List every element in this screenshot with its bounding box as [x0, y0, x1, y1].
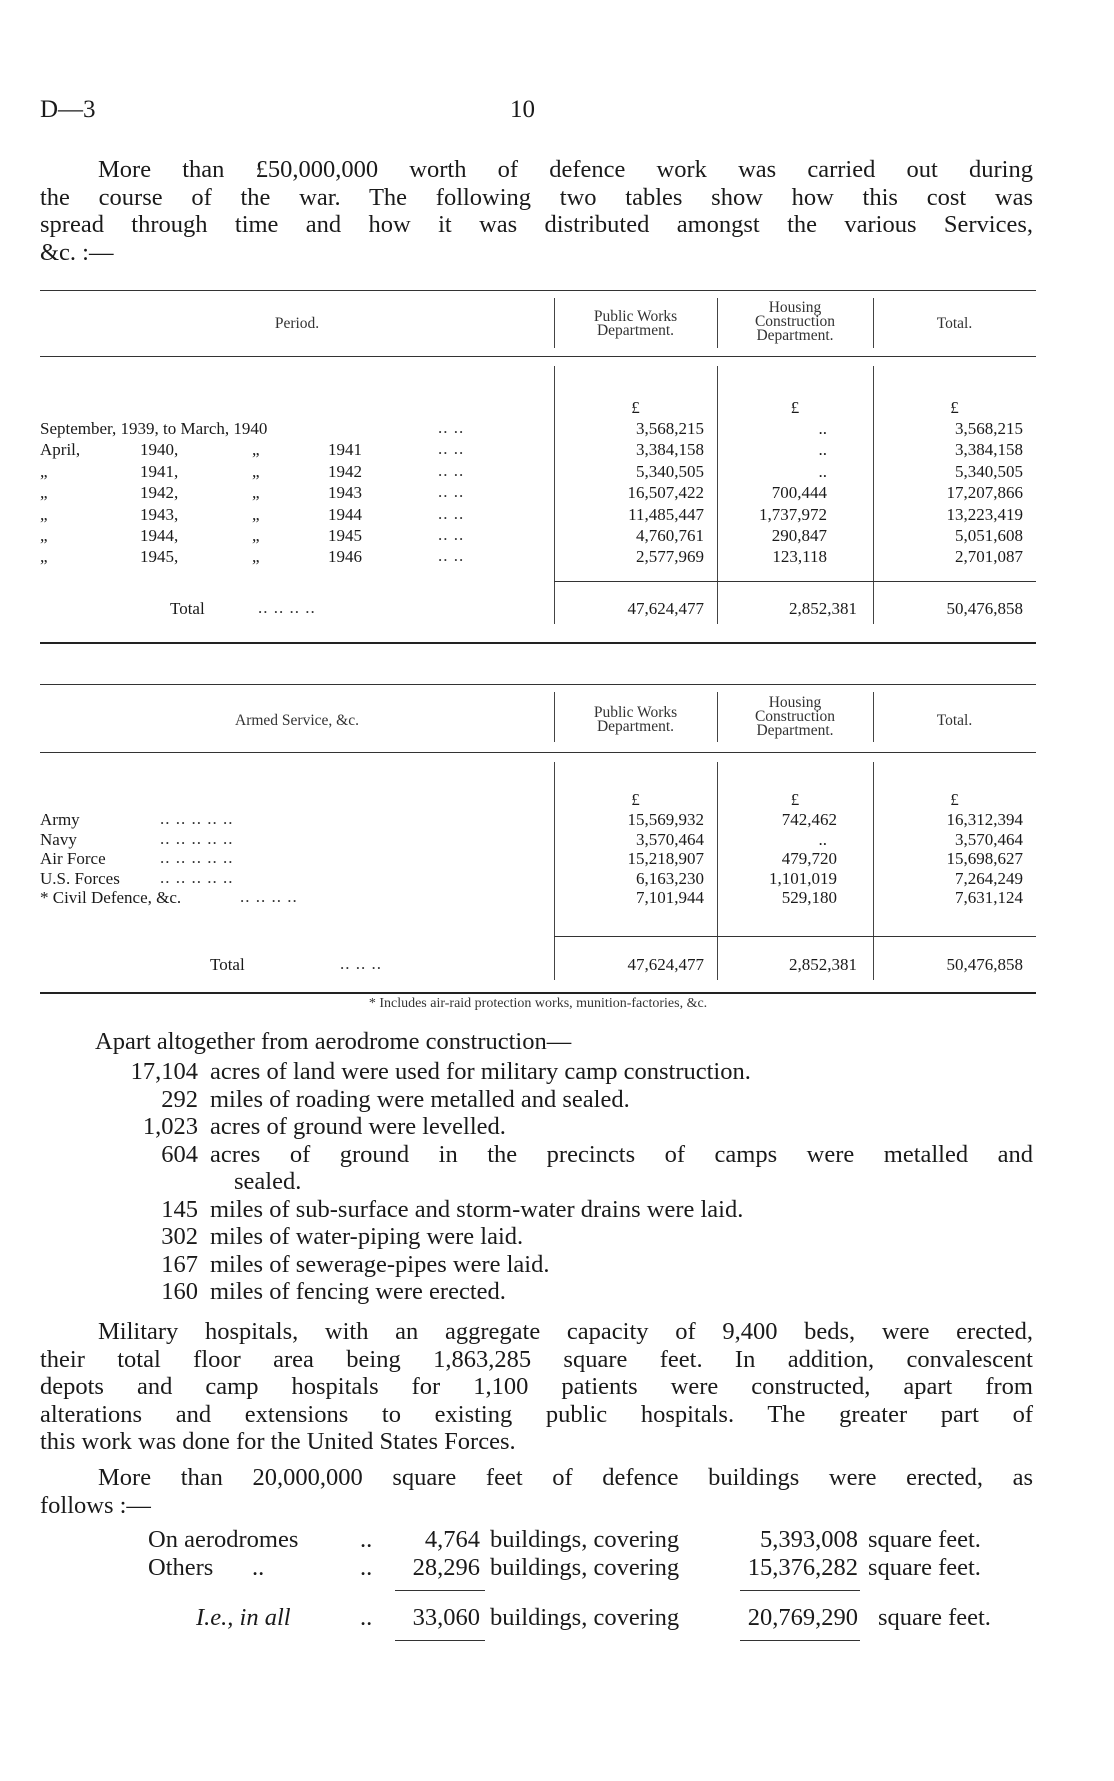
period-cell: „ [40, 526, 48, 545]
header-rule [40, 752, 1036, 753]
list-item-number: 302 [161, 1223, 198, 1250]
leader-dots: .. .. [438, 418, 465, 437]
total-total: 50,476,858 [946, 955, 1023, 974]
pwd-cell: 3,570,464 [636, 829, 704, 849]
pwd-cell: 2,577,969 [636, 547, 704, 567]
pwd-cell: 6,163,230 [636, 868, 704, 888]
leader-dots: .. .. .. .. .. [160, 809, 234, 828]
ditto-cell: „ [252, 547, 260, 567]
service-cell: Navy [40, 829, 77, 849]
hcd-cell: .. [818, 419, 827, 438]
pwd-cell: 11,485,447 [628, 504, 704, 524]
leader-dots: .. .. [438, 546, 465, 566]
buildings-total-label: I.e., in all [196, 1604, 291, 1631]
total-cell: 15,698,627 [946, 849, 1023, 869]
column-header-period: Period. [274, 315, 320, 332]
pwd-cell: 15,569,932 [627, 810, 704, 829]
period-year-cell: 1941, [140, 461, 179, 481]
paragraph-line: depots and camp hospitals for 1,100 patients were constructed, apart from [40, 1373, 1033, 1400]
period-end-cell: 1944 [328, 504, 362, 524]
period-end-cell: 1943 [328, 483, 362, 503]
total-cell: 5,340,505 [955, 461, 1023, 481]
hcd-cell: 700,444 [771, 483, 827, 503]
pwd-cell: 3,568,215 [636, 419, 704, 438]
paragraph-line: Military hospitals, with an aggregate capacity of 9,400 beds, were erected, [98, 1318, 1033, 1345]
paragraph-line: their total floor area being 1,863,285 square feet. In addition, convalescent [40, 1345, 1033, 1373]
currency-symbol: £ [950, 790, 959, 809]
list-item-text: miles of sewerage-pipes were laid. [210, 1250, 550, 1278]
service-cell: U.S. Forces [40, 868, 120, 888]
pwd-cell: 4,760,761 [636, 526, 704, 545]
table-bottom-rule [40, 642, 1036, 644]
column-header-total: Total. [936, 315, 973, 332]
buildings-row-count: 28,296 [412, 1554, 480, 1581]
total-cell: 3,570,464 [955, 829, 1023, 849]
buildings-row-label: On aerodromes [148, 1526, 299, 1553]
aerodrome-heading: Apart altogether from aerodrome construction— [95, 1028, 572, 1055]
intro-paragraph [40, 156, 1033, 266]
total-cell: 2,701,087 [955, 547, 1023, 567]
hcd-cell: .. [818, 440, 827, 460]
list-item-text: miles of water-piping were laid. [210, 1223, 524, 1250]
sum-rule [740, 1640, 860, 1641]
column-header-total: Total. [936, 712, 973, 729]
hcd-cell: 290,847 [771, 526, 827, 545]
leader-dots: .. .. [438, 439, 465, 459]
total-cell: 17,207,866 [946, 483, 1023, 503]
column-header-pwd [554, 310, 717, 338]
leader-dots: .. .. .. .. .. [160, 867, 234, 887]
buildings-row-mid: buildings, covering [490, 1526, 680, 1553]
buildings-total-mid: buildings, covering [490, 1604, 680, 1631]
total-pwd: 47,624,477 [627, 599, 704, 618]
leader-dots: .. .. [438, 460, 465, 480]
currency-symbol: £ [631, 398, 640, 417]
service-cell: Army [40, 810, 80, 829]
total-total: 50,476,858 [946, 599, 1023, 618]
list-item-text: acres of land were used for military camp construction. [210, 1058, 751, 1085]
intro-line: More than £50,000,000 worth of defence work was carried out during [98, 156, 1033, 183]
leader-dots: .. .. .. .. [240, 887, 298, 907]
column-header-pwd [554, 706, 717, 734]
currency-symbol: £ [790, 398, 800, 417]
table-footnote: * Includes air-raid protection works, munition-factories, &c. [368, 996, 708, 1011]
list-item-text: acres of ground in the precincts of camps were metalled and [210, 1140, 1033, 1168]
hcd-cell: .. [818, 461, 827, 481]
header-line: Housing [768, 694, 822, 711]
total-cell: 3,384,158 [955, 440, 1023, 460]
buildings-total-count: 33,060 [412, 1604, 480, 1631]
ditto-cell: „ [252, 440, 260, 460]
total-label: Total [170, 599, 205, 618]
subtotal-rule [554, 936, 1036, 937]
pwd-cell: 5,340,505 [636, 461, 704, 481]
intro-line: &c. :— [40, 238, 114, 266]
column-header-hcd [717, 301, 873, 343]
total-pwd: 47,624,477 [627, 955, 704, 974]
column-header-hcd [717, 696, 873, 738]
list-item-number: 604 [161, 1140, 198, 1168]
leader-dots: .. .. [438, 525, 465, 544]
service-cell: Air Force [40, 849, 106, 869]
pwd-cell: 3,384,158 [636, 440, 704, 460]
hcd-cell: 1,737,972 [759, 504, 827, 524]
leader-dots: .. [360, 1554, 373, 1581]
period-cell: September, 1939, to March, 1940 [40, 419, 268, 438]
table-top-rule [40, 684, 1036, 685]
period-end-cell: 1946 [328, 547, 362, 567]
total-hcd: 2,852,381 [789, 955, 857, 974]
ditto-cell: „ [252, 461, 260, 481]
total-label: Total [210, 955, 245, 974]
period-year-cell: 1940, [140, 440, 179, 460]
header-rule [40, 356, 1036, 357]
buildings-row-area: 15,376,282 [747, 1554, 858, 1581]
buildings-row-count: 4,764 [424, 1526, 480, 1553]
list-item-number: 292 [161, 1085, 198, 1113]
cost-by-period-table [40, 290, 1036, 650]
period-end-cell: 1945 [328, 526, 362, 545]
buildings-row-area: 5,393,008 [760, 1526, 858, 1553]
leader-dots: .. [360, 1604, 373, 1631]
subtotal-rule [554, 581, 1036, 582]
section-code: D—3 [40, 96, 96, 123]
leader-dots: .. .. .. .. [258, 598, 316, 617]
period-cell: „ [40, 547, 48, 567]
header-line: Housing [768, 299, 822, 316]
hcd-cell: 479,720 [781, 849, 837, 869]
paragraph-line: follows :— [40, 1491, 151, 1519]
period-cell: „ [40, 461, 48, 481]
buildings-row-unit: square feet. [868, 1526, 981, 1553]
page-number: 10 [510, 96, 535, 123]
sum-rule [395, 1640, 485, 1641]
table-bottom-rule [40, 992, 1036, 994]
ditto-cell: „ [252, 483, 260, 503]
leader-dots: .. [360, 1526, 373, 1553]
period-year-cell: 1942, [140, 483, 179, 503]
cost-by-service-table [40, 684, 1036, 1014]
list-item-text: acres of ground were levelled. [210, 1113, 506, 1140]
buildings-row-unit: square feet. [868, 1554, 981, 1581]
hospitals-paragraph [40, 1318, 1033, 1456]
total-cell: 13,223,419 [946, 504, 1023, 524]
buildings-row-mid: buildings, covering [490, 1554, 680, 1581]
list-item-text: miles of sub-surface and storm-water drains were laid. [210, 1195, 744, 1223]
leader-dots: .. [252, 1554, 265, 1581]
total-cell: 5,051,608 [955, 526, 1023, 545]
sum-rule [395, 1590, 485, 1591]
header-line: Construction [754, 313, 836, 330]
header-line: Construction [754, 708, 836, 725]
list-item-number: 145 [161, 1195, 198, 1223]
buildings-row-label: Others [148, 1554, 214, 1581]
hcd-cell: 529,180 [781, 888, 837, 908]
period-end-cell: 1942 [328, 461, 362, 481]
period-cell: „ [40, 483, 48, 503]
pwd-cell: 16,507,422 [627, 483, 704, 503]
header-line: Public Works [593, 308, 678, 325]
total-cell: 7,631,124 [955, 888, 1023, 908]
pwd-cell: 15,218,907 [627, 849, 704, 869]
service-cell: * Civil Defence, &c. [40, 888, 182, 908]
header-line: Department. [596, 322, 675, 339]
header-line: Public Works [593, 704, 678, 721]
ditto-cell: „ [252, 526, 260, 545]
currency-symbol: £ [950, 398, 959, 417]
column-header-service: Armed Service, &c. [235, 712, 359, 729]
leader-dots: .. .. [438, 482, 465, 502]
buildings-total-area: 20,769,290 [747, 1604, 858, 1631]
total-cell: 16,312,394 [946, 810, 1023, 829]
hcd-cell: 1,101,019 [769, 868, 837, 888]
paragraph-line: this work was done for the United States Forces. [40, 1428, 516, 1455]
leader-dots: .. .. .. .. .. [160, 828, 234, 848]
pwd-cell: 7,101,944 [636, 888, 704, 908]
list-item-number: 160 [161, 1278, 198, 1305]
list-item-number: 167 [161, 1250, 198, 1278]
ditto-cell: „ [252, 504, 260, 524]
intro-line: the course of the war. The following two tables show how this cost was [40, 183, 1033, 211]
total-cell: 7,264,249 [955, 868, 1023, 888]
list-item-text: miles of roading were metalled and sealed. [210, 1085, 630, 1113]
period-cell: „ [40, 504, 48, 524]
period-cell: April, [40, 440, 81, 460]
header-line: Department. [756, 722, 834, 739]
leader-dots: .. .. .. .. .. [160, 848, 234, 868]
header-line: Department. [756, 327, 834, 344]
total-cell: 3,568,215 [955, 419, 1023, 438]
list-item-text: miles of fencing were erected. [210, 1278, 506, 1305]
currency-symbol: £ [790, 790, 800, 809]
period-end-cell: 1941 [328, 440, 362, 460]
paragraph-line: alterations and extensions to existing public hospitals. The greater part of [40, 1400, 1033, 1428]
buildings-paragraph [40, 1464, 1033, 1519]
header-line: Department. [596, 718, 675, 735]
list-item-number: 17,104 [130, 1058, 198, 1085]
total-hcd: 2,852,381 [789, 599, 857, 618]
buildings-total-unit: square feet. [878, 1604, 991, 1631]
table-top-rule [40, 290, 1036, 291]
hcd-cell: 123,118 [772, 547, 827, 567]
leader-dots: .. .. .. [340, 954, 382, 973]
list-item-continuation: sealed. [234, 1168, 302, 1195]
paragraph-line: More than 20,000,000 square feet of defence buildings were erected, as [98, 1464, 1033, 1491]
period-year-cell: 1943, [140, 504, 179, 524]
hcd-cell: .. [818, 829, 827, 849]
hcd-cell: 742,462 [781, 810, 837, 829]
intro-line: spread through time and how it was distributed amongst the various Services, [40, 211, 1033, 238]
period-year-cell: 1945, [140, 547, 179, 567]
leader-dots: .. .. [438, 503, 465, 523]
period-year-cell: 1944, [140, 526, 179, 545]
list-item-number: 1,023 [142, 1113, 198, 1140]
sum-rule [740, 1590, 860, 1591]
currency-symbol: £ [631, 790, 640, 809]
